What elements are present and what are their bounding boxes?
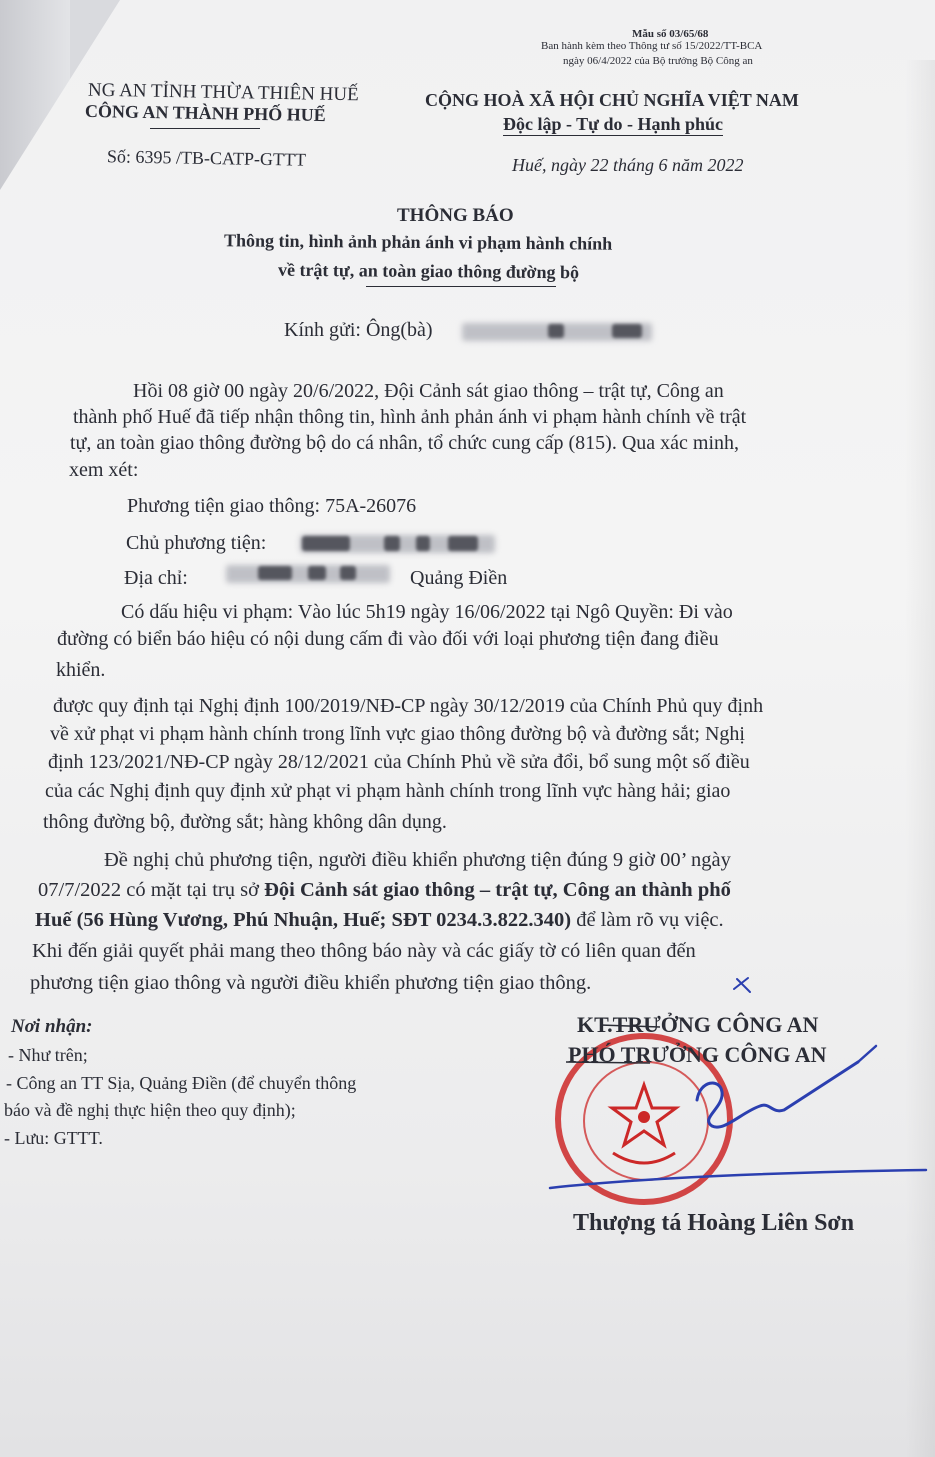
regulation-line5: thông đường bộ, đường sắt; hàng không dân dụng. — [43, 811, 447, 833]
place-date: Huế, ngày 22 tháng 6 năm 2022 — [512, 155, 744, 175]
redacted-owner-mark — [302, 536, 350, 551]
regulation-line3: định 123/2021/NĐ-CP ngày 28/12/2021 của Chính Phủ về sửa đổi, bổ sung một số điều — [48, 751, 750, 773]
body-p1-line2: thành phố Huế đã tiếp nhận thông tin, hình ảnh phản ánh vi phạm hành chính về trật — [73, 406, 747, 428]
recipient-item-3: - Lưu: GTTT. — [4, 1128, 103, 1148]
agency-parent: NG AN TỈNH THỪA THIÊN HUẾ — [87, 79, 359, 106]
recipient-item-2a: - Công an TT Sịa, Quảng Điền (để chuyển thông — [6, 1073, 357, 1093]
violation-line1: Có dấu hiệu vi phạm: Vào lúc 5h19 ngày 16/06/2022 tại Ngô Quyền: Đi vào — [121, 601, 733, 623]
summons-line1: Đề nghị chủ phương tiện, người điều khiển phương tiện đúng 9 giờ 00’ ngày — [104, 849, 731, 871]
recipients-label: Nơi nhận: — [11, 1016, 93, 1037]
summons-line2-plain: 07/7/2022 có mặt tại trụ sở — [38, 879, 265, 901]
vehicle-plate: Phương tiện giao thông: 75A-26076 — [127, 495, 417, 517]
form-issued-line2: ngày 06/4/2022 của Bộ trưởng Bộ Công an — [563, 55, 753, 67]
body-p1-line4: xem xét: — [69, 459, 139, 481]
document-subtitle-2: về trật tự, an toàn giao thông đường bộ — [277, 259, 580, 283]
violation-line2: đường có biển báo hiệu có nội dung cấm đi vào đối với loại phương tiện đang điều — [57, 628, 719, 650]
address-label: Địa chỉ: — [124, 567, 188, 589]
redacted-address-mark — [340, 566, 356, 580]
agency-name: CÔNG AN THÀNH PHỐ HUẾ — [84, 100, 326, 126]
redacted-address-mark — [258, 566, 292, 580]
redacted-address-mark — [308, 566, 326, 580]
body-p1-line1: Hồi 08 giờ 00 ngày 20/6/2022, Đội Cảnh sát giao thông – trật tự, Công an — [133, 380, 724, 402]
regulation-line4: của các Nghị định quy định xử phạt vi phạm hành chính trong lĩnh vực hàng hải; giao — [45, 780, 731, 802]
motto: Độc lập - Tự do - Hạnh phúc — [503, 114, 724, 134]
form-code: Mẫu số 03/65/68 — [632, 28, 709, 40]
signature-title-2: PHÓ TRƯỞNG CÔNG AN — [568, 1042, 827, 1067]
page-shadow — [905, 60, 935, 1457]
summons-office: Đội Cảnh sát giao thông – trật tự, Công an thành phố — [264, 879, 731, 901]
redacted-name-mark — [612, 324, 642, 338]
signature-title-1: KT.TRƯỞNG CÔNG AN — [577, 1012, 819, 1037]
body-p1-line3: tự, an toàn giao thông đường bộ do cá nhân, tổ chức cung cấp (815). Qua xác minh, — [70, 432, 740, 454]
regulation-line2: về xử phạt vi phạm hành chính trong lĩnh vực giao thông đường bộ và đường sắt; Nghị — [50, 723, 745, 745]
nation-title: CỘNG HOÀ XÃ HỘI CHỦ NGHĨA VIỆT NAM — [425, 90, 799, 110]
redacted-owner-mark — [448, 536, 478, 551]
summons-line4: Khi đến giải quyết phải mang theo thông báo này và các giấy tờ có liên quan đến — [32, 940, 696, 962]
signer-name: Thượng tá Hoàng Liên Sơn — [573, 1210, 855, 1236]
vehicle-owner-label: Chủ phương tiện: — [126, 532, 267, 554]
summons-line5: phương tiện giao thông và người điều khiển phương tiện giao thông. — [30, 972, 592, 994]
summons-address: Huế (56 Hùng Vương, Phú Nhuận, Huế; SĐT 0234.3.822.340) — [35, 909, 572, 931]
regulation-line1: được quy định tại Nghị định 100/2019/NĐ-CP ngày 30/12/2019 của Chính Phủ quy định — [53, 695, 764, 717]
document-title: THÔNG BÁO — [397, 205, 514, 226]
document-number: Số: 6395 /TB-CATP-GTTT — [106, 146, 307, 170]
summons-line3 — [35, 909, 724, 932]
agency-name-underline — [150, 128, 260, 129]
redacted-owner-mark — [416, 536, 430, 551]
violation-line3: khiển. — [56, 659, 106, 681]
greeting: Kính gửi: Ông(bà) — [284, 319, 433, 341]
subtitle-underline — [366, 286, 556, 287]
summons-line2 — [38, 879, 731, 902]
redacted-name-mark — [548, 324, 564, 338]
redacted-owner-mark — [384, 536, 400, 551]
recipient-item-2b: báo và đề nghị thực hiện theo quy định); — [4, 1100, 296, 1120]
summons-line3-plain: để làm rõ vụ việc. — [571, 909, 724, 931]
form-issued-line1: Ban hành kèm theo Thông tư số 15/2022/TT-BCA — [541, 40, 763, 52]
address-district: Quảng Điền — [410, 567, 508, 589]
recipient-item-1: - Như trên; — [8, 1045, 88, 1065]
document-subtitle-1: Thông tin, hình ảnh phản ánh vi phạm hành chính — [223, 230, 613, 254]
